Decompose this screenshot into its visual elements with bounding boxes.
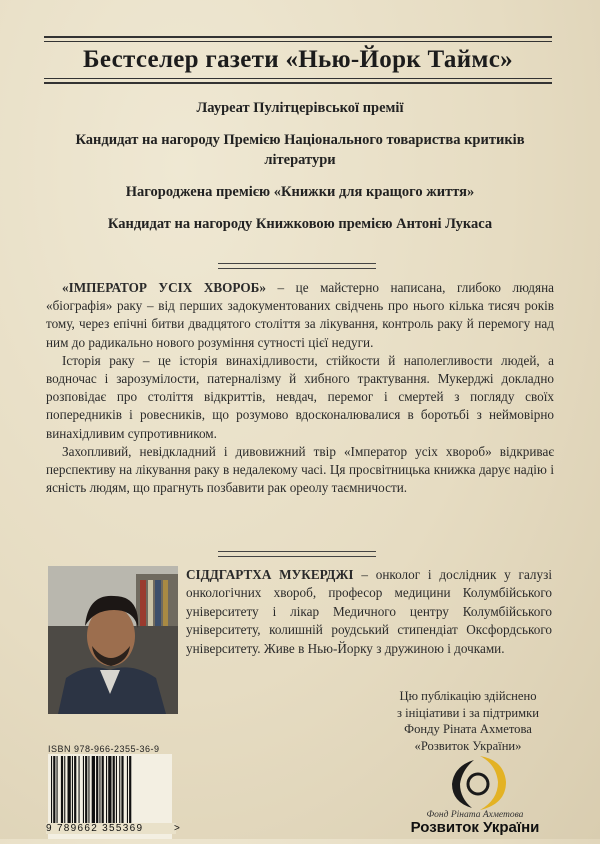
bestseller-banner [44, 36, 552, 84]
award-item: Кандидат на нагороду Премією Національного товариства критиків літератури [75, 132, 525, 168]
divider-rule [218, 263, 376, 269]
description-paragraph: Захопливий, невідкладний і дивовижний твір «Імператор усіх хвороб» відкриває перспективу на лікування раку в недалекому часі. Ця просвітницька книжка дарує надію і ясність людям, що прагнуть позбавити рак ореолу таємничости. [46, 443, 554, 496]
author-name: СІДДГАРТХА МУКЕРДЖІ [186, 567, 354, 582]
bestseller-headline: Бестселер газети «Нью-Йорк Таймс» [83, 46, 513, 73]
award-item: Лауреат Пулітцерівської премії [196, 100, 404, 116]
author-bio [186, 566, 552, 658]
isbn-label: ISBN 978-966-2355-36-9 [48, 744, 160, 754]
foundation-name-small: Фонд Ріната Ахметова [426, 810, 524, 820]
barcode-digits: 9 789662 355369 [46, 823, 176, 834]
award-item: Кандидат на нагороду Книжковою премією Антоні Лукаса [107, 216, 493, 232]
sponsor-note: Цю публікацію здійснено з ініціативи і за підтримки Фонду Ріната Ахметова «Розвиток України» [397, 689, 539, 753]
awards-list [60, 98, 540, 246]
foundation-name-big: Розвиток України [410, 819, 540, 836]
author-photo [48, 566, 178, 714]
description-paragraph: «ІМПЕРАТОР УСІХ ХВОРОБ» – це майстерно написана, глибоко людяна «біографія» раку – від перших задокументованих свідчень про нього кілька тисяч років тому, через епічні битви двадцятого століття за лікування, контроль раку й перемогу над ним до радикально нового розуміння сутності цієї недуги. [46, 280, 554, 350]
author-portrait-image [48, 566, 178, 714]
divider-rule [218, 551, 376, 557]
foundation-logo-icon [440, 752, 512, 812]
barcode-arrow: > [174, 823, 180, 834]
book-description [46, 279, 554, 497]
author-bio-text: – онколог і дослідник у галузі онкологічних хвороб, професор медицини Колумбійського університету і лікар Медичного центру Колумбійського університету, колишній роудський стипендіат Оксфордського університету. Живе в Нью-Йорку з дружиною і дочками. [186, 567, 552, 656]
book-title: «ІМПЕРАТОР УСІХ ХВОРОБ» [62, 280, 266, 295]
description-paragraph: Історія раку – це історія винахідливости, стійкости й наполегливости людей, а водночас і зарозумілости, патерналізму й хибного трактування. Мукерджі докладно розповідає про століття відкриттів, невдач, перемог і смертей з погляду своїх попередників і ровесників, що розумово вдосконалювалися в боротьбі з неймовірно винахідливим супротивником. [46, 352, 554, 441]
award-item: Нагороджена премією «Книжки для кращого життя» [125, 184, 475, 200]
